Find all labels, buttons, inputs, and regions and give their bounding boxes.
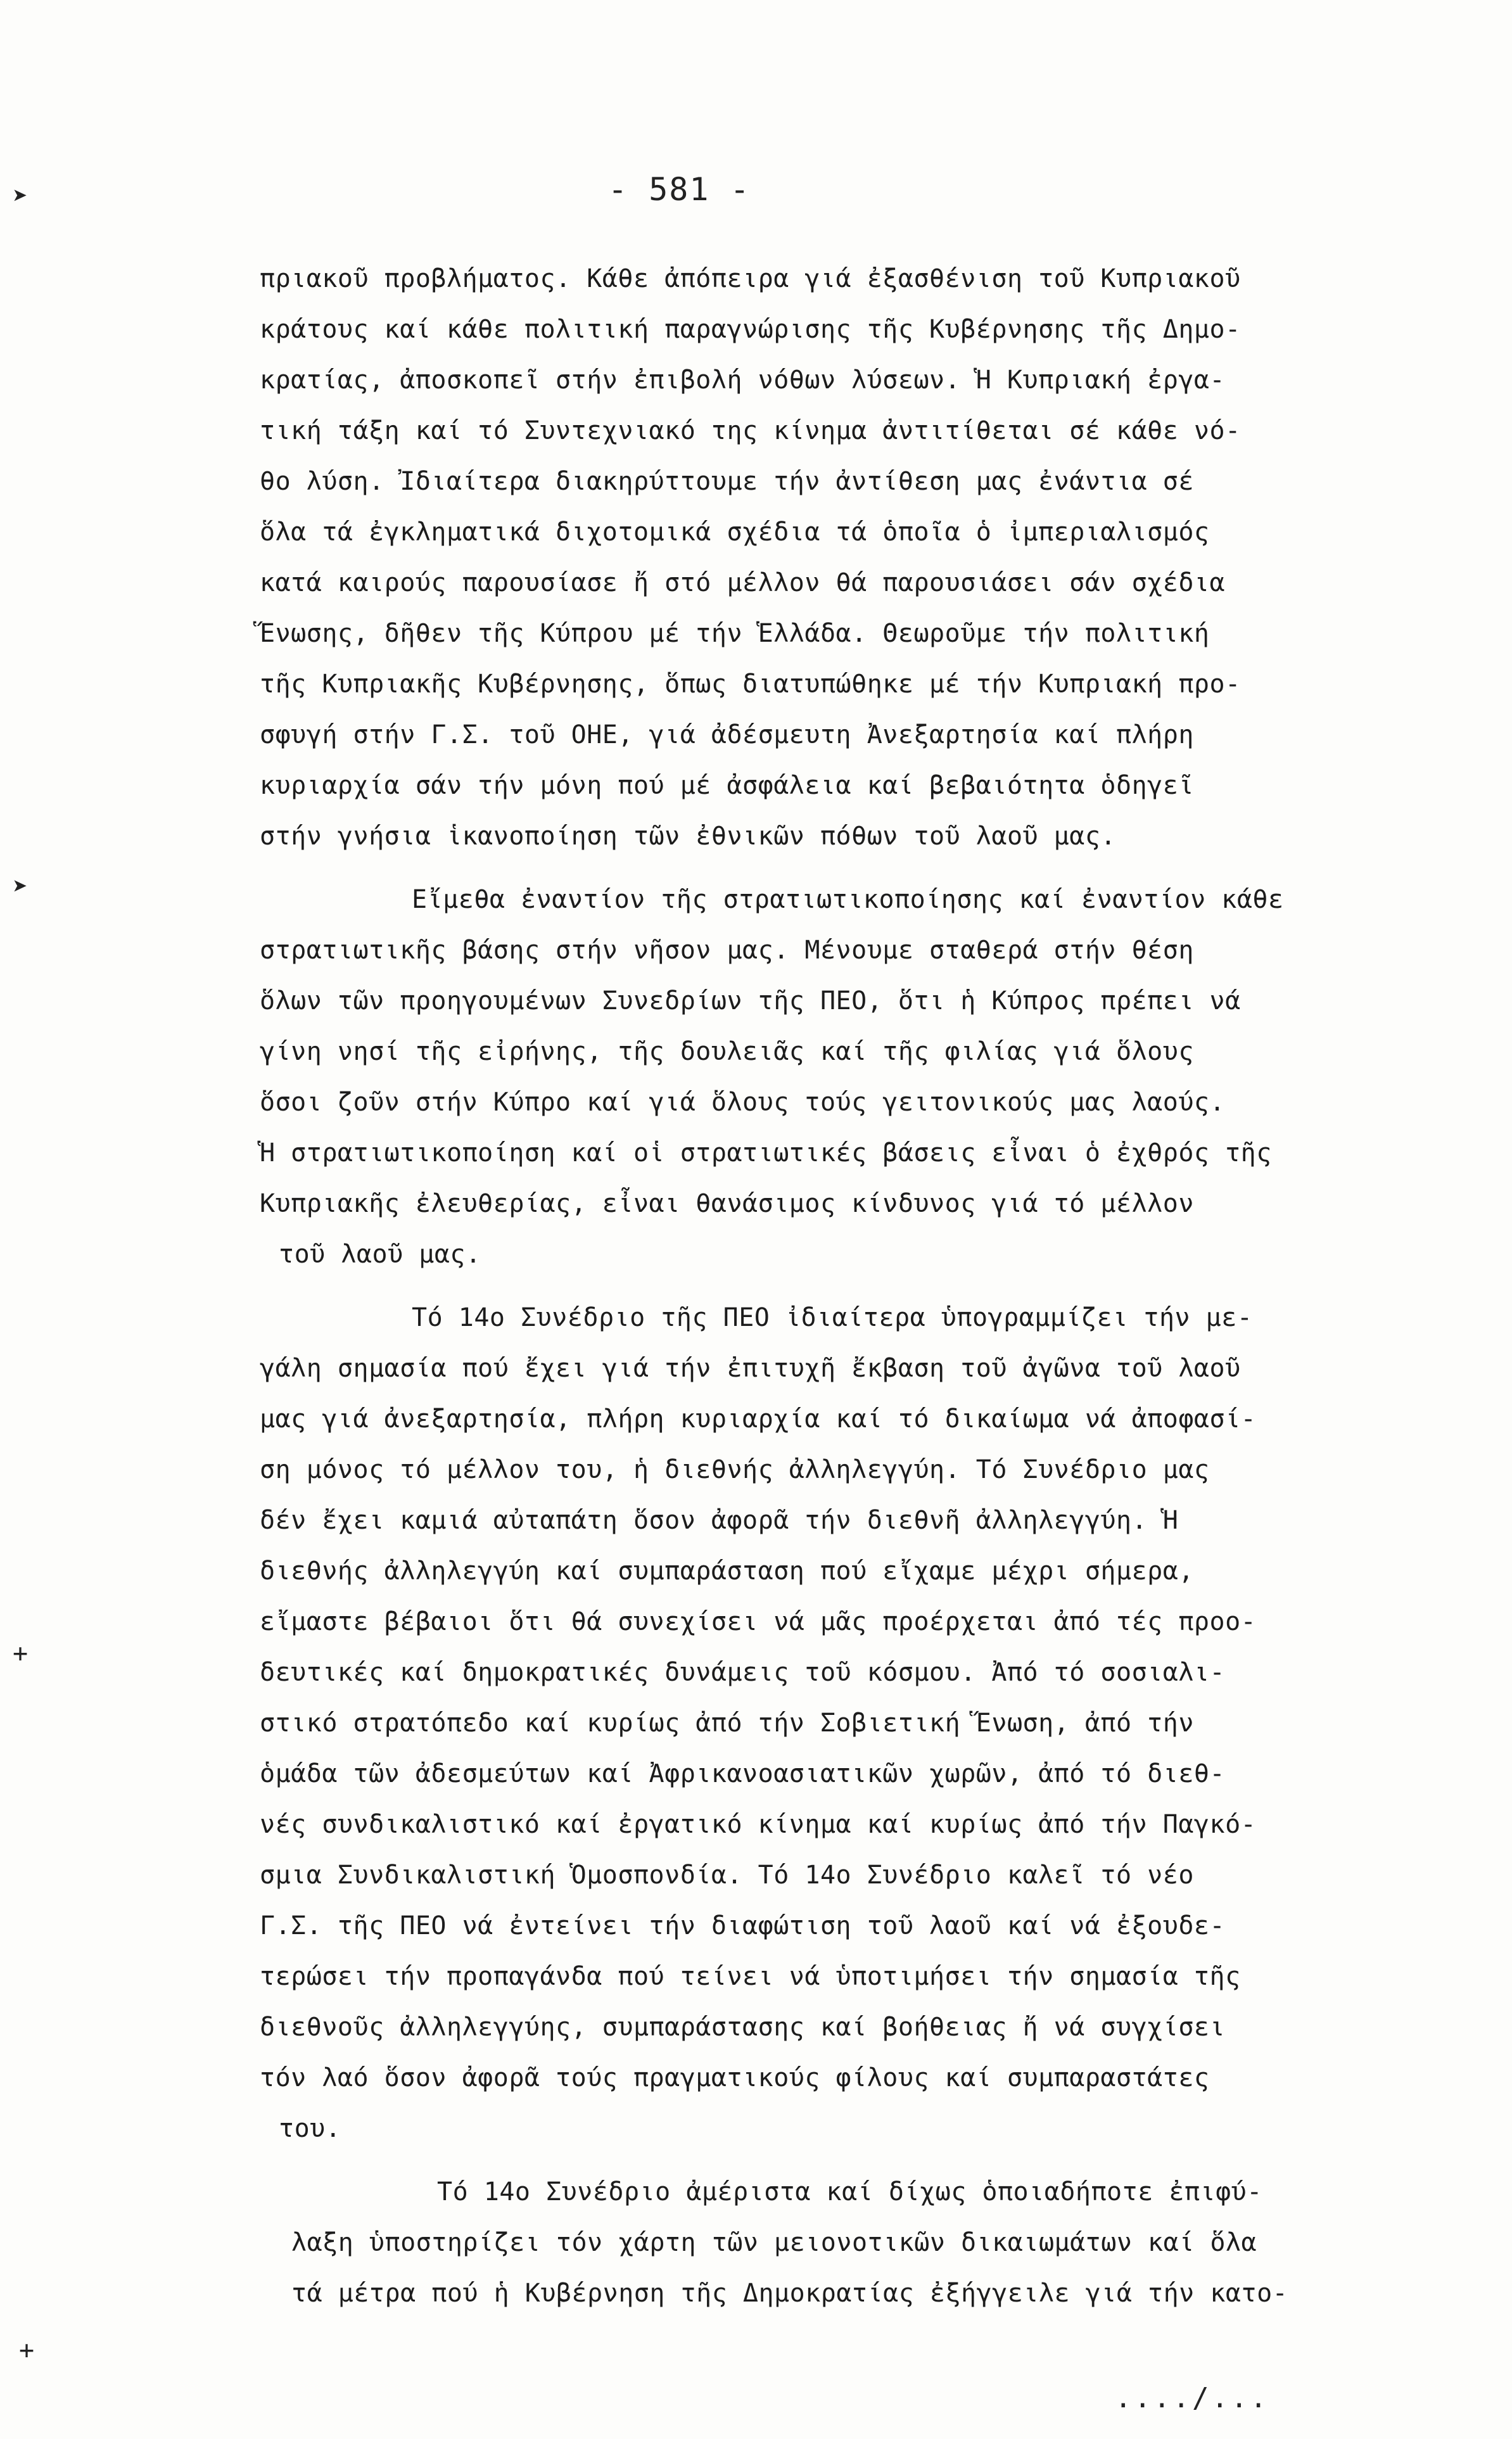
- text-line: Γ.Σ. τῆς ΠΕΟ νά ἐντείνει τήν διαφώτιση τοῦ λαοῦ καί νά ἐξουδε-: [260, 1911, 1226, 1940]
- text-line: πριακοῦ προβλήματος. Κάθε ἀπόπειρα γιά ἐξασθένιση τοῦ Κυπριακοῦ: [260, 264, 1241, 293]
- text-line: δέν ἔχει καμιά αὐταπάτη ὅσον ἀφορᾶ τήν διεθνῆ ἀλληλεγγύη. Ἡ: [260, 1506, 1179, 1535]
- text-line: τά μέτρα πού ἡ Κυβέρνηση τῆς Δημοκρατίας ἐξήγγειλε γιά τήν κατο-: [291, 2279, 1288, 2308]
- text-line: τῆς Κυπριακῆς Κυβέρνησης, ὅπως διατυπώθηκε μέ τήν Κυπριακή προ-: [260, 670, 1241, 699]
- text-line: στρατιωτικῆς βάσης στήν νῆσον μας. Μένουμε σταθερά στήν θέση: [260, 936, 1194, 965]
- text-line: Ἡ στρατιωτικοποίηση καί οἱ στρατιωτικές βάσεις εἶναι ὁ ἐχθρός τῆς: [260, 1138, 1272, 1168]
- text-line: γάλη σημασία πού ἔχει γιά τήν ἐπιτυχῆ ἔκβαση τοῦ ἀγῶνα τοῦ λαοῦ: [260, 1354, 1241, 1383]
- text-line: ση μόνος τό μέλλον του, ἡ διεθνής ἀλληλεγγύη. Τό Συνέδριο μας: [260, 1455, 1210, 1484]
- text-line: τερώσει τήν προπαγάνδα πού τείνει νά ὑποτιμήσει τήν σημασία τῆς: [260, 1962, 1241, 1991]
- page-number: - 581 -: [608, 171, 751, 208]
- margin-cross-icon: +: [19, 2336, 35, 2365]
- text-line: του.: [279, 2114, 341, 2143]
- continuation-marker: ..../...: [1115, 2382, 1269, 2414]
- text-line: Τό 14ο Συνέδριο τῆς ΠΕΟ ἰδιαίτερα ὑπογραμμίζει τήν με-: [412, 1303, 1253, 1332]
- text-line: κράτους καί κάθε πολιτική παραγνώρισης τῆς Κυβέρνησης τῆς Δημο-: [260, 315, 1241, 344]
- text-line: κατά καιρούς παρουσίασε ἤ στό μέλλον θά παρουσιάσει σάν σχέδια: [260, 568, 1226, 597]
- text-line: ὅλα τά ἐγκληματικά διχοτομικά σχέδια τά ὁποῖα ὁ ἰμπεριαλισμός: [260, 518, 1210, 547]
- text-line: νές συνδικαλιστικό καί ἐργατικό κίνημα καί κυρίως ἀπό τήν Παγκό-: [260, 1810, 1257, 1839]
- text-line: Εἴμεθα ἐναντίον τῆς στρατιωτικοποίησης καί ἐναντίον κάθε: [412, 885, 1284, 914]
- text-line: Κυπριακῆς ἐλευθερίας, εἶναι θανάσιμος κίνδυνος γιά τό μέλλον: [260, 1189, 1194, 1218]
- text-line: σμια Συνδικαλιστική Ὁμοσπονδία. Τό 14ο Συνέδριο καλεῖ τό νέο: [260, 1861, 1194, 1890]
- text-line: θο λύση. Ἰδιαίτερα διακηρύττουμε τήν ἀντίθεση μας ἐνάντια σέ: [260, 467, 1194, 496]
- text-line: γίνη νησί τῆς εἰρήνης, τῆς δουλειᾶς καί τῆς φιλίας γιά ὅλους: [260, 1037, 1194, 1066]
- margin-arrow-icon: ➤: [13, 872, 29, 901]
- text-line: Τό 14ο Συνέδριο ἀμέριστα καί δίχως ὁποιαδήποτε ἐπιφύ-: [437, 2177, 1262, 2207]
- text-line: τοῦ λαοῦ μας.: [279, 1240, 481, 1269]
- text-line: δευτικές καί δημοκρατικές δυνάμεις τοῦ κόσμου. Ἀπό τό σοσιαλι-: [260, 1658, 1226, 1687]
- text-line: στικό στρατόπεδο καί κυρίως ἀπό τήν Σοβιετική Ἕνωση, ἀπό τήν: [260, 1709, 1194, 1738]
- text-line: Ἕνωσης, δῆθεν τῆς Κύπρου μέ τήν Ἑλλάδα. Θεωροῦμε τήν πολιτική: [260, 619, 1210, 648]
- text-line: διεθνοῦς ἀλληλεγγύης, συμπαράστασης καί βοήθειας ἤ νά συγχίσει: [260, 2013, 1226, 2042]
- text-line: μας γιά ἀνεξαρτησία, πλήρη κυριαρχία καί τό δικαίωμα νά ἀποφασί-: [260, 1404, 1257, 1434]
- text-line: ὅσοι ζοῦν στήν Κύπρο καί γιά ὅλους τούς γειτονικούς μας λαούς.: [260, 1088, 1226, 1117]
- text-line: σφυγή στήν Γ.Σ. τοῦ ΟΗΕ, γιά ἀδέσμευτη Ἀνεξαρτησία καί πλήρη: [260, 720, 1194, 749]
- text-line: ὁμάδα τῶν ἀδεσμεύτων καί Ἀφρικανοασιατικῶν χωρῶν, ἀπό τό διεθ-: [260, 1759, 1226, 1788]
- margin-arrow-icon: ➤: [13, 182, 29, 211]
- text-line: τική τάξη καί τό Συντεχνιακό της κίνημα ἀντιτίθεται σέ κάθε νό-: [260, 416, 1241, 445]
- text-line: διεθνής ἀλληλεγγύη καί συμπαράσταση πού εἴχαμε μέχρι σήμερα,: [260, 1557, 1194, 1586]
- text-line: στήν γνήσια ἱκανοποίηση τῶν ἐθνικῶν πόθων τοῦ λαοῦ μας.: [260, 822, 1117, 851]
- text-line: κρατίας, ἀποσκοπεῖ στήν ἐπιβολή νόθων λύσεων. Ἡ Κυπριακή ἐργα-: [260, 366, 1226, 395]
- text-line: κυριαρχία σάν τήν μόνη πού μέ ἀσφάλεια καί βεβαιότητα ὁδηγεῖ: [260, 771, 1194, 800]
- margin-cross-icon: +: [13, 1639, 29, 1668]
- text-line: λαξη ὑποστηρίζει τόν χάρτη τῶν μειονοτικῶν δικαιωμάτων καί ὅλα: [291, 2228, 1257, 2257]
- text-line: εἴμαστε βέβαιοι ὅτι θά συνεχίσει νά μᾶς προέρχεται ἀπό τές προο-: [260, 1607, 1257, 1636]
- text-line: τόν λαό ὅσον ἀφορᾶ τούς πραγματικούς φίλους καί συμπαραστάτες: [260, 2063, 1210, 2092]
- text-line: ὅλων τῶν προηγουμένων Συνεδρίων τῆς ΠΕΟ, ὅτι ἡ Κύπρος πρέπει νά: [260, 986, 1241, 1016]
